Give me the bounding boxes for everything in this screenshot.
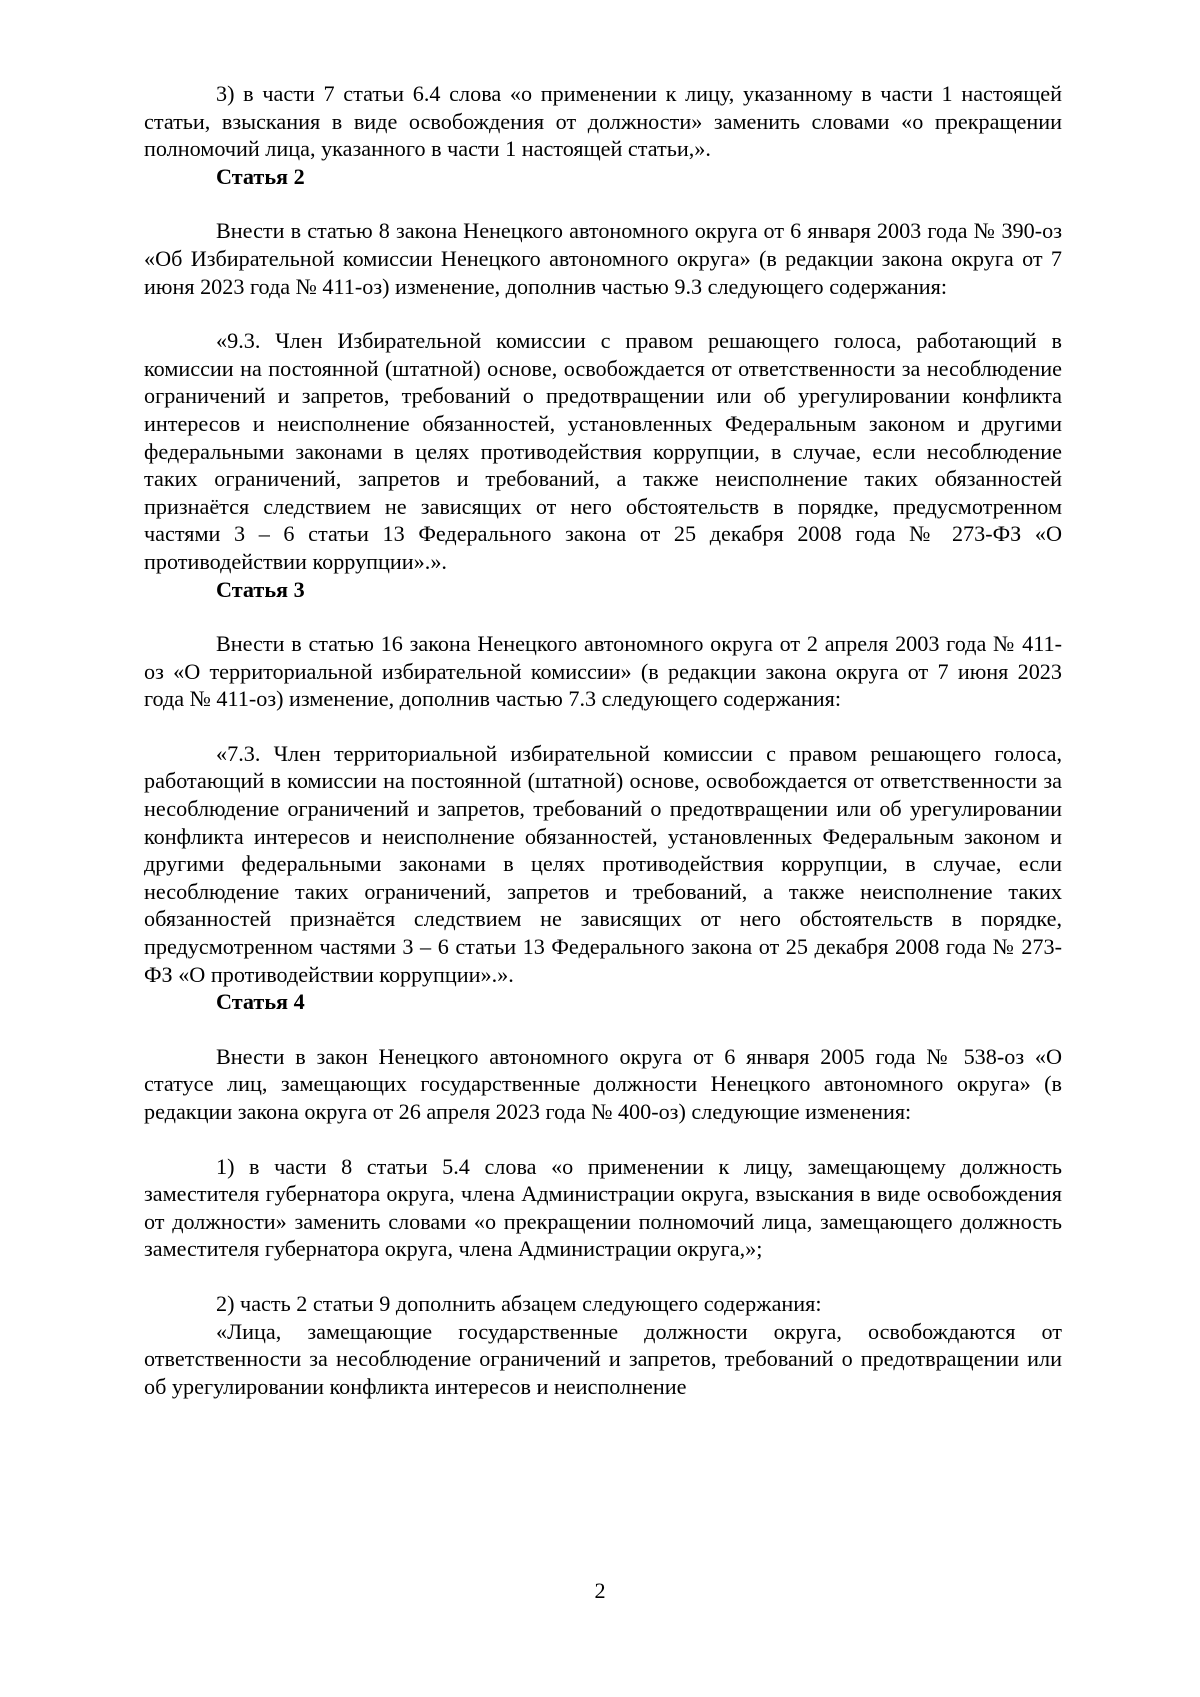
article3-intro-paragraph: Внести в статью 16 закона Ненецкого автономного округа от 2 апреля 2003 года № 411-оз «О территориальной избирательной комиссии» (в редакции закона округа от 7 июня 2023 года № 411-оз) изменение, дополнив частью 7.3 следующего содержания:: [144, 631, 1062, 712]
page-number: 2: [594, 1578, 606, 1603]
article4-intro-paragraph: Внести в закон Ненецкого автономного округа от 6 января 2005 года № 538-оз «О статусе лиц, замещающих государственные должности Ненецкого автономного округа» (в редакции закона округа от 26 апреля 2023 года № 400-оз) следующие изменения:: [144, 1043, 1062, 1124]
article4-item1-paragraph: 1) в части 8 статьи 5.4 слова «о применении к лицу, замещающему должность заместителя губернатора округа, члена Администрации округа, взыскания в виде освобождения от должности» заменить словами «о прекращении полномочий лица, замещающего должность заместителя губернатора округа, члена Администрации округа,»;: [144, 1153, 1062, 1262]
article1-item3-paragraph: 3) в части 7 статьи 6.4 слова «о применении к лицу, указанному в части 1 настоящей статьи, взыскания в виде освобождения от должности» заменить словами «о прекращении полномочий лица, указанного в части 1 настоящей статьи,».: [144, 81, 1062, 162]
article4-item2-quoted-paragraph: «Лица, замещающие государственные должности округа, освобождаются от ответственности за несоблюдение ограничений и запретов, требований о предотвращении или об урегулировании конфликта интересов и неисполнение: [144, 1318, 1062, 1399]
article3-quoted-paragraph: «7.3. Член территориальной избирательной комиссии с правом решающего голоса, работающий в комиссии на постоянной (штатной) основе, освобождается от ответственности за несоблюдение ограничений и запретов, требований о предотвращении или об урегулировании конфликта интересов и неисполнение обязанностей, установленных Федеральным законом и другими федеральными законами в целях противодействия коррупции, в случае, если несоблюдение таких ограничений, запретов и требований, а также неисполнение таких обязанностей признаётся следствием не зависящих от него обстоятельств в порядке, предусмотренном частями 3 – 6 статьи 13 Федерального закона от 25 декабря 2008 года № 273-ФЗ «О противодействии коррупции».».: [144, 740, 1062, 987]
article-2-heading: Статья 2: [216, 163, 305, 189]
document-body: [144, 80, 1062, 1400]
article-4-heading: Статья 4: [216, 989, 305, 1015]
article2-intro-paragraph: Внести в статью 8 закона Ненецкого автономного округа от 6 января 2003 года № 390-оз «Об Избирательной комиссии Ненецкого автономного округа» (в редакции закона округа от 7 июня 2023 года № 411-оз) изменение, дополнив частью 9.3 следующего содержания:: [144, 218, 1062, 299]
article4-item2-paragraph: 2) часть 2 статьи 9 дополнить абзацем следующего содержания:: [216, 1290, 822, 1316]
article2-quoted-paragraph: «9.3. Член Избирательной комиссии с правом решающего голоса, работающий в комиссии на постоянной (штатной) основе, освобождается от ответственности за несоблюдение ограничений и запретов, требований о предотвращении или об урегулировании конфликта интересов и неисполнение обязанностей, установленных Федеральным законом и другими федеральными законами в целях противодействия коррупции, в случае, если несоблюдение таких ограничений, запретов и требований, а также неисполнение таких обязанностей признаётся следствием не зависящих от него обстоятельств в порядке, предусмотренном частями 3 – 6 статьи 13 Федерального закона от 25 декабря 2008 года № 273-ФЗ «О противодействии коррупции».».: [144, 328, 1062, 574]
article-3-heading: Статья 3: [216, 576, 305, 602]
